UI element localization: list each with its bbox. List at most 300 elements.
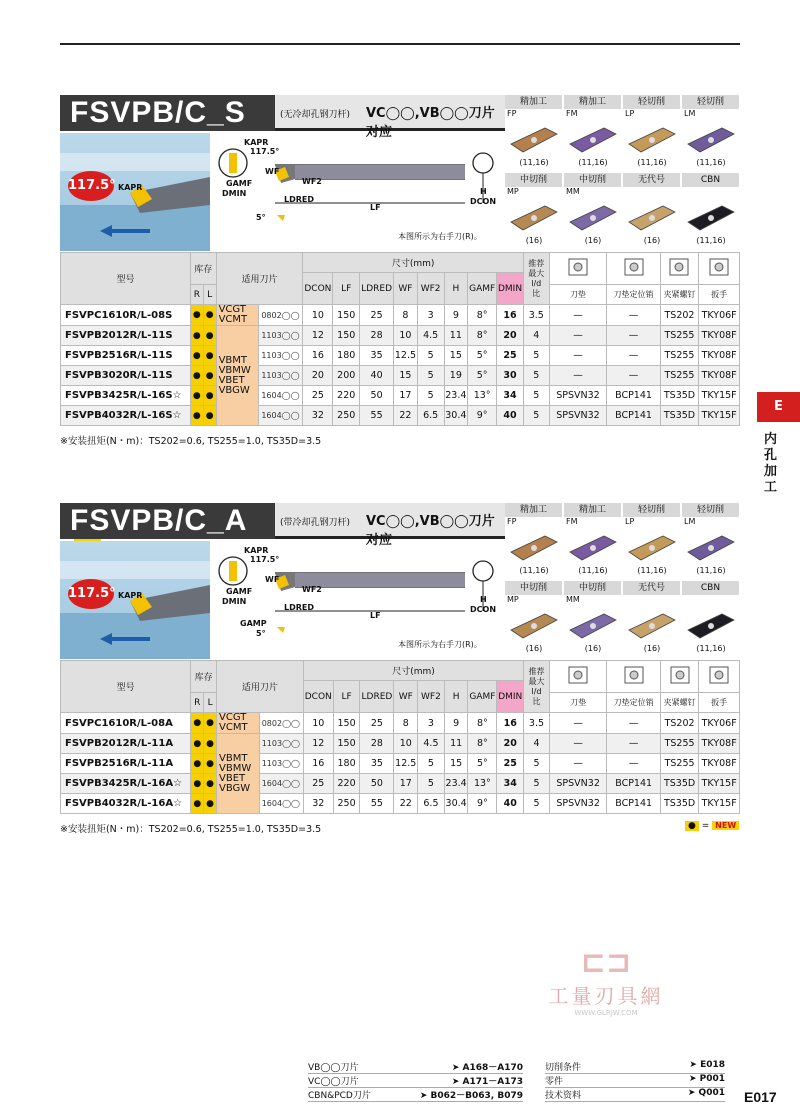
h-label: H xyxy=(480,187,487,196)
dim-cell: 15 xyxy=(444,754,468,774)
insert-group: VCGT VCMT xyxy=(217,713,260,734)
model-cell: FSVPB4032R/L-16A☆ xyxy=(61,794,191,814)
part-header: 夹紧螺钉 xyxy=(660,693,698,713)
insert-category: 精加工 xyxy=(564,503,622,517)
dim-cell: 16 xyxy=(303,346,333,366)
insert-size: (16) xyxy=(643,644,661,653)
dim-cell: 8 xyxy=(394,713,418,734)
model-header: 型号 xyxy=(61,661,191,713)
dims-header: 尺寸(mm) xyxy=(303,661,523,681)
dim-header: DMIN xyxy=(497,273,524,305)
dim-cell: 25 xyxy=(303,774,333,794)
dim-cell: 5° xyxy=(468,366,497,386)
dim-cell: 30.4 xyxy=(444,794,468,814)
index-ref[interactable]: ➤ P001 xyxy=(688,1074,725,1084)
insert-category: 中切削 xyxy=(564,173,622,187)
insert-group: VBMT VBMW VBET VBGW xyxy=(216,326,259,426)
part-cell: — xyxy=(607,754,660,774)
dim-cell: 25 xyxy=(497,346,524,366)
insert-card xyxy=(564,173,622,246)
model-cell: FSVPC1610R/L-08S xyxy=(61,305,191,326)
insert-size: (11,16) xyxy=(696,644,726,653)
kapr-top-label: KAPR xyxy=(244,138,269,147)
part-icon xyxy=(660,661,698,693)
table-row xyxy=(61,713,740,734)
index-label: 零件 xyxy=(545,1077,564,1087)
part-cell: — xyxy=(549,734,607,754)
dim-cell: 8 xyxy=(394,305,418,326)
table-row xyxy=(61,794,740,814)
index-row[interactable] xyxy=(545,1060,725,1074)
part-cell: TS255 xyxy=(660,734,698,754)
ld-ratio-header: 推荐 最大 l/d 比 xyxy=(524,661,550,713)
part-cell: BCP141 xyxy=(607,794,660,814)
kapr-value-label: 117.5° xyxy=(250,147,280,156)
part-header: 刀垫定位销 xyxy=(607,285,660,305)
insert-category: 精加工 xyxy=(564,95,622,109)
part-cell: TKY15F xyxy=(699,794,740,814)
dim-cell: 12.5 xyxy=(394,754,418,774)
dim-cell: 5 xyxy=(418,754,445,774)
insert-card xyxy=(623,95,681,168)
part-cell: — xyxy=(549,346,607,366)
insert-category: 无代号 xyxy=(623,581,681,595)
insert-icon xyxy=(564,606,622,644)
dim-cell: 10 xyxy=(394,326,418,346)
insert-size: (16) xyxy=(643,236,661,245)
dim-cell: 150 xyxy=(333,713,360,734)
dim-cell: 5 xyxy=(418,774,445,794)
ldred-label: LDRED xyxy=(284,195,315,204)
part-cell: SPSVN32 xyxy=(549,794,607,814)
dim-cell: 9 xyxy=(444,305,468,326)
stock-r-cell: ● xyxy=(191,754,204,774)
top-rule xyxy=(60,43,740,45)
insert-code-cell: 1604◯◯ xyxy=(259,774,303,794)
stock-header: 库存 xyxy=(190,253,216,285)
insert-code: FM xyxy=(566,109,578,118)
dim-cell: 50 xyxy=(360,774,394,794)
insert-header: 适用刀片 xyxy=(216,253,303,305)
insert-category: 轻切削 xyxy=(682,503,740,517)
index-label: VB◯◯刀片 xyxy=(308,1063,359,1073)
ld-ratio-cell: 4 xyxy=(524,734,550,754)
stock-r-cell: ● xyxy=(190,346,203,366)
index-label: 技术资料 xyxy=(545,1091,582,1101)
insert-size: (11,16) xyxy=(637,566,667,575)
ld-ratio-cell: 5 xyxy=(524,774,550,794)
insert-group: VBMT VBMW VBET VBGW xyxy=(217,734,260,814)
insert-card xyxy=(505,173,563,246)
dim-cell: 12 xyxy=(303,326,333,346)
part-icon xyxy=(699,253,740,285)
index-label: 切削条件 xyxy=(545,1063,582,1073)
insert-size: (11,16) xyxy=(696,236,726,245)
dim-cell: 3 xyxy=(417,305,444,326)
insert-category: 轻切削 xyxy=(682,95,740,109)
dim-cell: 16 xyxy=(497,305,524,326)
index-row[interactable] xyxy=(308,1074,523,1088)
dim-cell: 250 xyxy=(333,406,360,426)
dim-cell: 5 xyxy=(417,386,444,406)
index-right xyxy=(545,1060,725,1102)
dim-cell: 200 xyxy=(333,366,360,386)
part-cell: TS202 xyxy=(660,713,698,734)
index-ref[interactable]: ➤ A168－A170 xyxy=(451,1063,523,1073)
insert-code-cell: 0802◯◯ xyxy=(259,713,303,734)
insert-code-cell: 0802◯◯ xyxy=(259,305,303,326)
stock-r-cell: ● xyxy=(190,406,203,426)
page-number: E017 xyxy=(744,1089,777,1105)
index-row[interactable] xyxy=(308,1088,523,1102)
dim-cell: 8° xyxy=(468,734,497,754)
index-ref[interactable]: ➤ A171－A173 xyxy=(451,1077,523,1087)
dim-cell: 19 xyxy=(444,366,468,386)
dmin-label: DMIN xyxy=(222,597,247,606)
insert-icon xyxy=(623,198,681,236)
ld-ratio-cell: 5 xyxy=(523,346,549,366)
insert-icon xyxy=(564,120,622,158)
dim-cell: 9° xyxy=(468,794,497,814)
wf-label: WF xyxy=(265,575,280,584)
new-legend xyxy=(685,821,739,831)
insert-size: (16) xyxy=(584,236,602,245)
part-cell: — xyxy=(549,326,607,346)
insert-code: FP xyxy=(507,517,517,526)
dim-cell: 12 xyxy=(303,734,333,754)
dim-cell: 16 xyxy=(497,713,524,734)
dim-cell: 23.4 xyxy=(444,774,468,794)
part-cell: — xyxy=(607,734,660,754)
insert-category: 精加工 xyxy=(505,503,563,517)
insert-code xyxy=(682,595,740,606)
dim-cell: 4.5 xyxy=(418,734,445,754)
ld-ratio-cell: 5 xyxy=(523,406,549,426)
insert-size: (11,16) xyxy=(578,158,608,167)
part-header: 刀垫 xyxy=(549,285,607,305)
stock-l-cell: ● xyxy=(203,366,216,386)
dim-header: DCON xyxy=(303,681,333,713)
stock-header: 库存 xyxy=(191,661,217,693)
insert-icon xyxy=(682,120,740,158)
dcon-label: DCON xyxy=(470,197,497,206)
stock-l-cell: ● xyxy=(204,734,217,754)
part-cell: SPSVN32 xyxy=(549,774,607,794)
dim-cell: 10 xyxy=(303,305,333,326)
dim-cell: 23.4 xyxy=(444,386,468,406)
dim-header: WF xyxy=(394,681,418,713)
wf2-label: WF2 xyxy=(302,177,322,186)
dim-cell: 250 xyxy=(333,794,360,814)
insert-category: 轻切削 xyxy=(623,95,681,109)
dim-cell: 28 xyxy=(360,734,394,754)
ld-ratio-cell: 5 xyxy=(524,754,550,774)
dim-cell: 40 xyxy=(497,794,524,814)
insert-size: (11,16) xyxy=(637,158,667,167)
part-cell: — xyxy=(549,366,607,386)
part-cell: TKY08F xyxy=(699,346,740,366)
stock-r-cell: ● xyxy=(191,794,204,814)
insert-code xyxy=(623,187,681,198)
dim-cell: 25 xyxy=(497,754,524,774)
insert-card xyxy=(505,95,563,168)
insert-code-cell: 1604◯◯ xyxy=(259,794,303,814)
model-cell: FSVPB2516R/L-11A xyxy=(61,754,191,774)
footnote: ※安装扭矩(N・m)：TS202=0.6, TS255=1.0, TS35D=3.5 xyxy=(60,436,322,447)
dim-cell: 5° xyxy=(468,754,497,774)
stock-r-header: R xyxy=(190,285,203,305)
insert-code: LP xyxy=(625,109,635,118)
right-hand-note: 本图所示为右手刀(R)。 xyxy=(398,232,482,241)
index-ref[interactable]: ➤ B062－B063, B079 xyxy=(419,1091,523,1101)
dim-cell: 25 xyxy=(360,305,394,326)
ld-ratio-cell: 4 xyxy=(523,326,549,346)
part-header: 刀垫 xyxy=(549,693,607,713)
dim-header: LF xyxy=(333,681,360,713)
dim-cell: 180 xyxy=(333,754,360,774)
section-title: FSVPB/C_S xyxy=(60,95,275,131)
ld-ratio-cell: 5 xyxy=(524,794,550,814)
dim-header: GAMF xyxy=(468,681,497,713)
header-row xyxy=(61,253,740,273)
dim-cell: 10 xyxy=(303,713,333,734)
angle-badge: 117.5° xyxy=(68,579,114,609)
part-cell: TKY08F xyxy=(699,754,740,774)
insert-card xyxy=(623,173,681,246)
dim-header: H xyxy=(444,273,468,305)
table-row xyxy=(61,305,740,326)
boring-illustration xyxy=(60,541,210,659)
watermark-logo-icon: ⊏⊐ xyxy=(580,945,632,980)
insert-grid xyxy=(505,95,740,250)
ld-ratio-cell: 5 xyxy=(523,366,549,386)
insert-category: 中切削 xyxy=(505,581,563,595)
dim-cell: 15 xyxy=(444,346,468,366)
ld-ratio-cell: 3.5 xyxy=(523,305,549,326)
dim-cell: 20 xyxy=(497,326,524,346)
insert-icon xyxy=(623,528,681,566)
insert-card xyxy=(682,173,740,246)
dims-header: 尺寸(mm) xyxy=(303,253,524,273)
dim-header: WF2 xyxy=(418,681,445,713)
table-row xyxy=(61,406,740,426)
dim-cell: 150 xyxy=(333,326,360,346)
part-cell: TS255 xyxy=(660,366,698,386)
part-icon xyxy=(607,253,660,285)
insert-code: FM xyxy=(566,517,578,526)
insert-category: 精加工 xyxy=(505,95,563,109)
stock-l-cell: ● xyxy=(203,305,216,326)
index-ref[interactable]: ➤ E018 xyxy=(689,1060,725,1070)
insert-size: (16) xyxy=(525,236,543,245)
insert-card xyxy=(682,581,740,654)
part-cell: SPSVN32 xyxy=(549,406,607,426)
part-icon xyxy=(549,253,607,285)
stock-r-cell: ● xyxy=(191,774,204,794)
insert-card xyxy=(505,581,563,654)
part-cell: TS255 xyxy=(660,346,698,366)
chapter-tab[interactable]: E xyxy=(757,392,800,422)
insert-category: 无代号 xyxy=(623,173,681,187)
index-row[interactable] xyxy=(545,1088,725,1102)
dim-cell: 20 xyxy=(303,366,333,386)
lf-label: LF xyxy=(370,203,381,212)
ld-ratio-header: 推荐 最大 l/d 比 xyxy=(523,253,549,305)
table-row xyxy=(61,346,740,366)
part-cell: TS202 xyxy=(660,305,698,326)
part-cell: — xyxy=(607,713,660,734)
index-left xyxy=(308,1060,523,1102)
gamp-label: GAMP xyxy=(240,619,267,628)
part-cell: TKY06F xyxy=(699,713,740,734)
insert-card xyxy=(564,581,622,654)
part-icon xyxy=(660,253,698,285)
stock-l-cell: ● xyxy=(204,754,217,774)
insert-code xyxy=(623,595,681,606)
stock-l-cell: ● xyxy=(203,346,216,366)
table-row xyxy=(61,754,740,774)
insert-code: LM xyxy=(684,109,696,118)
dim-cell: 32 xyxy=(303,794,333,814)
dim-cell: 55 xyxy=(360,794,394,814)
insert-card xyxy=(564,503,622,576)
dim-cell: 8° xyxy=(468,713,497,734)
header-row xyxy=(61,661,740,681)
stock-l-cell: ● xyxy=(203,386,216,406)
gamf-label: GAMF xyxy=(226,587,253,596)
tool-illustration xyxy=(60,133,505,251)
dim-cell: 5 xyxy=(417,346,444,366)
kapr-top-label: KAPR xyxy=(244,546,269,555)
dim-cell: 9° xyxy=(468,406,497,426)
title-bar xyxy=(60,95,505,140)
part-cell: BCP141 xyxy=(607,386,660,406)
stock-r-cell: ● xyxy=(191,734,204,754)
wf2-label: WF2 xyxy=(302,585,322,594)
insert-size: (11,16) xyxy=(578,566,608,575)
insert-code: FP xyxy=(507,109,517,118)
insert-size: (16) xyxy=(584,644,602,653)
dim-cell: 55 xyxy=(360,406,394,426)
section-title xyxy=(60,503,275,539)
insert-icon xyxy=(505,120,563,158)
dim-cell: 12.5 xyxy=(394,346,418,366)
insert-category: 中切削 xyxy=(505,173,563,187)
dim-cell: 220 xyxy=(333,386,360,406)
chapter-label: 内孔加工 xyxy=(764,432,778,495)
part-header: 刀垫定位销 xyxy=(607,693,660,713)
dim-header: WF xyxy=(394,273,418,305)
dim-cell: 6.5 xyxy=(418,794,445,814)
dim-cell: 11 xyxy=(444,734,468,754)
insert-icon xyxy=(505,528,563,566)
kapr-label: KAPR xyxy=(118,183,143,192)
part-cell: TKY15F xyxy=(699,386,740,406)
index-ref[interactable]: ➤ Q001 xyxy=(687,1088,725,1098)
insert-compat-note: VC◯◯,VB◯◯刀片对应 xyxy=(366,514,495,548)
wf-label: WF xyxy=(265,167,280,176)
stock-l-cell: ● xyxy=(203,326,216,346)
index-label: VC◯◯刀片 xyxy=(308,1077,359,1087)
insert-icon xyxy=(505,606,563,644)
stock-r-cell: ● xyxy=(190,366,203,386)
index-row[interactable] xyxy=(308,1060,523,1074)
stock-r-header: R xyxy=(191,693,204,713)
index-row[interactable] xyxy=(545,1074,725,1088)
ld-ratio-cell: 3.5 xyxy=(524,713,550,734)
insert-code-cell: 1103◯◯ xyxy=(259,326,303,346)
five-degree-label: 5° xyxy=(256,629,266,638)
insert-code xyxy=(682,187,740,198)
insert-category: 轻切削 xyxy=(623,503,681,517)
insert-card xyxy=(682,95,740,168)
section-subtitle: (带冷却孔钢刀杆) xyxy=(280,518,351,528)
dim-cell: 10 xyxy=(394,734,418,754)
dim-cell: 34 xyxy=(497,386,524,406)
stock-r-cell: ● xyxy=(190,386,203,406)
insert-code-cell: 1604◯◯ xyxy=(259,406,303,426)
dim-cell: 9 xyxy=(444,713,468,734)
part-cell: TKY08F xyxy=(699,326,740,346)
section-subtitle: (无冷却孔钢刀杆) xyxy=(280,110,351,120)
part-cell: TS35D xyxy=(660,386,698,406)
insert-size: (11,16) xyxy=(519,158,549,167)
part-cell: SPSVN32 xyxy=(549,386,607,406)
insert-icon xyxy=(682,528,740,566)
insert-group: VCGT VCMT xyxy=(216,305,259,326)
insert-code-cell: 1103◯◯ xyxy=(259,366,303,386)
insert-category: CBN xyxy=(682,581,740,595)
dim-cell: 32 xyxy=(303,406,333,426)
insert-code: LM xyxy=(684,517,696,526)
model-cell: FSVPB2516R/L-11S xyxy=(61,346,191,366)
insert-card xyxy=(623,581,681,654)
model-cell: FSVPB4032R/L-16S☆ xyxy=(61,406,191,426)
stock-l-cell: ● xyxy=(204,713,217,734)
kapr-label: KAPR xyxy=(118,591,143,600)
insert-code-cell: 1604◯◯ xyxy=(259,386,303,406)
part-cell: — xyxy=(549,713,607,734)
insert-code-cell: 1103◯◯ xyxy=(259,346,303,366)
dim-header: LDRED xyxy=(360,273,394,305)
insert-code: MP xyxy=(507,187,519,196)
insert-card xyxy=(682,503,740,576)
h-label: H xyxy=(480,595,487,604)
dim-cell: 8° xyxy=(468,305,497,326)
model-cell: FSVPB3425R/L-16A☆ xyxy=(61,774,191,794)
part-header: 夹紧螺钉 xyxy=(660,285,698,305)
stock-l-cell: ● xyxy=(204,774,217,794)
stock-r-cell: ● xyxy=(191,713,204,734)
stock-r-cell: ● xyxy=(190,305,203,326)
dim-cell: 180 xyxy=(333,346,360,366)
insert-code: LP xyxy=(625,517,635,526)
dim-cell: 30.4 xyxy=(444,406,468,426)
table-row xyxy=(61,326,740,346)
part-cell: TKY08F xyxy=(699,734,740,754)
insert-size: (11,16) xyxy=(696,158,726,167)
dim-cell: 40 xyxy=(360,366,394,386)
stock-l-header: L xyxy=(203,285,216,305)
part-cell: — xyxy=(607,366,660,386)
dim-cell: 220 xyxy=(333,774,360,794)
table-row xyxy=(61,366,740,386)
watermark xyxy=(536,945,676,1017)
insert-card xyxy=(564,95,622,168)
dim-cell: 8° xyxy=(468,326,497,346)
part-cell: TS35D xyxy=(660,794,698,814)
part-cell: BCP141 xyxy=(607,406,660,426)
